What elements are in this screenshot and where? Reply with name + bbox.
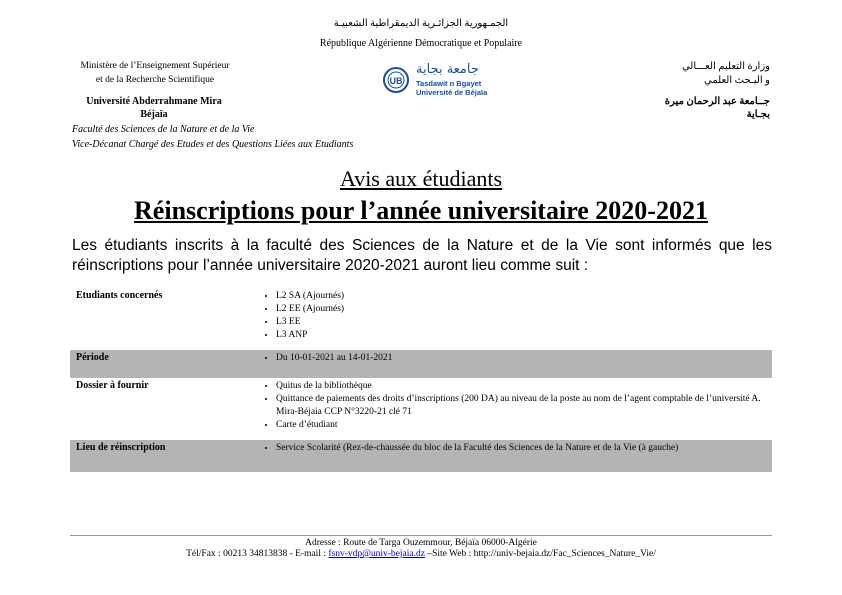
ministry-ar-line1: وزارة التعليم العـــالي	[681, 61, 770, 72]
email-link[interactable]: fsnv-vdp@univ-bejaia.dz	[328, 549, 425, 559]
university-fr-line1: Université Abderrahmane Mira	[86, 96, 222, 107]
row-content	[252, 350, 772, 378]
documents-list	[258, 380, 766, 432]
footer-address: Adresse : Route de Targa Ouzemmour, Béjaïa 06000-Algérie	[305, 538, 537, 548]
ministry-fr-line2: et de la Recherche Scientifique	[95, 75, 215, 85]
row-label: Période	[70, 350, 252, 378]
notice-heading: Avis aux étudiants	[339, 166, 503, 191]
footer-contact	[0, 549, 842, 560]
table-row-location	[70, 440, 772, 472]
row-label: Lieu de réinscription	[70, 440, 252, 472]
list-item: • L3 ANP	[276, 329, 766, 342]
list-item: • Service Scolarité (Rez-de-chaussée du bloc de la Faculté des Sciences de la Nature et de la Vie (à gauche)	[276, 442, 766, 455]
list-item: • L2 SA (Ajournés)	[276, 290, 766, 303]
logo-arabic-text: جامعة بجاية	[416, 62, 479, 77]
faculty-name: Faculté des Sciences de la Nature et de la Vie	[72, 124, 255, 135]
university-logo	[382, 60, 502, 100]
table-row-documents	[70, 378, 772, 440]
ministry-fr	[70, 59, 240, 87]
table-row-period	[70, 350, 772, 378]
logo-kabyle-text: Tasdawit n Bgayet	[416, 79, 482, 88]
footer-site: –Site Web : http://univ-bejaia.dz/Fac_Sciences_Nature_Vie/	[424, 549, 656, 559]
table-row-students	[70, 288, 772, 350]
footer-tel: Tél/Fax : 00213 34813838 - E-mail :	[186, 549, 329, 559]
faculty-block	[72, 122, 353, 152]
ministry-ar-line2: و البـحث العلمي	[704, 75, 770, 86]
period-list	[258, 352, 766, 365]
list-item: • L2 EE (Ajournés)	[276, 303, 766, 316]
list-item: • L3 EE	[276, 316, 766, 329]
footer-divider	[70, 535, 772, 536]
ministry-fr-line1: Ministère de l’Enseignement Supérieur	[80, 61, 230, 71]
university-ar-line2: بجـاية	[746, 109, 770, 120]
row-content	[252, 288, 772, 350]
list-item: • Carte d’étudiant	[276, 419, 766, 432]
intro-paragraph: Les étudiants inscrits à la faculté des Sciences de la Nature et de la Vie sont informés que les réinscriptions pour l’année universitaire 2020-2021 auront lieu comme suit :	[72, 237, 772, 274]
list-item: • Du 10-01-2021 au 14-01-2021	[276, 352, 766, 365]
list-item: • Quitus de la bibliothèque	[276, 380, 766, 393]
french-republic-header: République Algérienne Démocratique et Populaire	[319, 38, 523, 49]
university-fr	[70, 95, 238, 121]
university-emblem-icon	[382, 60, 502, 100]
university-ar-line1: جــامعة عبد الرحمان ميرة	[664, 96, 770, 107]
row-content	[252, 440, 772, 472]
row-content	[252, 378, 772, 440]
ministry-ar	[620, 60, 770, 88]
row-label: Dossier à fournir	[76, 380, 149, 391]
list-item: • Quittance de paiements des droits d’inscriptions (200 DA) au niveau de la poste au nom de l’agent comptable de l’université A. Mira-Béjaia CCP N°3220-21 clé 71	[276, 393, 766, 419]
location-list	[258, 442, 766, 455]
vice-deanship: Vice-Décanat Chargé des Etudes et des Questions Liées aux Etudiants	[72, 139, 354, 150]
arabic-republic-header: الجمـهورية الجزائـرية الديمقراطية الشعبيـة	[333, 18, 509, 29]
row-label: Etudiants concernés	[76, 290, 163, 301]
university-ar	[620, 95, 770, 121]
university-fr-line2: Béjaïa	[140, 109, 168, 120]
registration-info-table	[70, 288, 772, 472]
footer	[0, 538, 842, 560]
logo-french-text: Université de Béjaïa	[416, 88, 488, 97]
students-list	[258, 290, 766, 342]
page-title: Réinscriptions pour l’année universitaire 2020-2021	[134, 196, 708, 225]
emblem-letters: UB	[389, 76, 403, 86]
